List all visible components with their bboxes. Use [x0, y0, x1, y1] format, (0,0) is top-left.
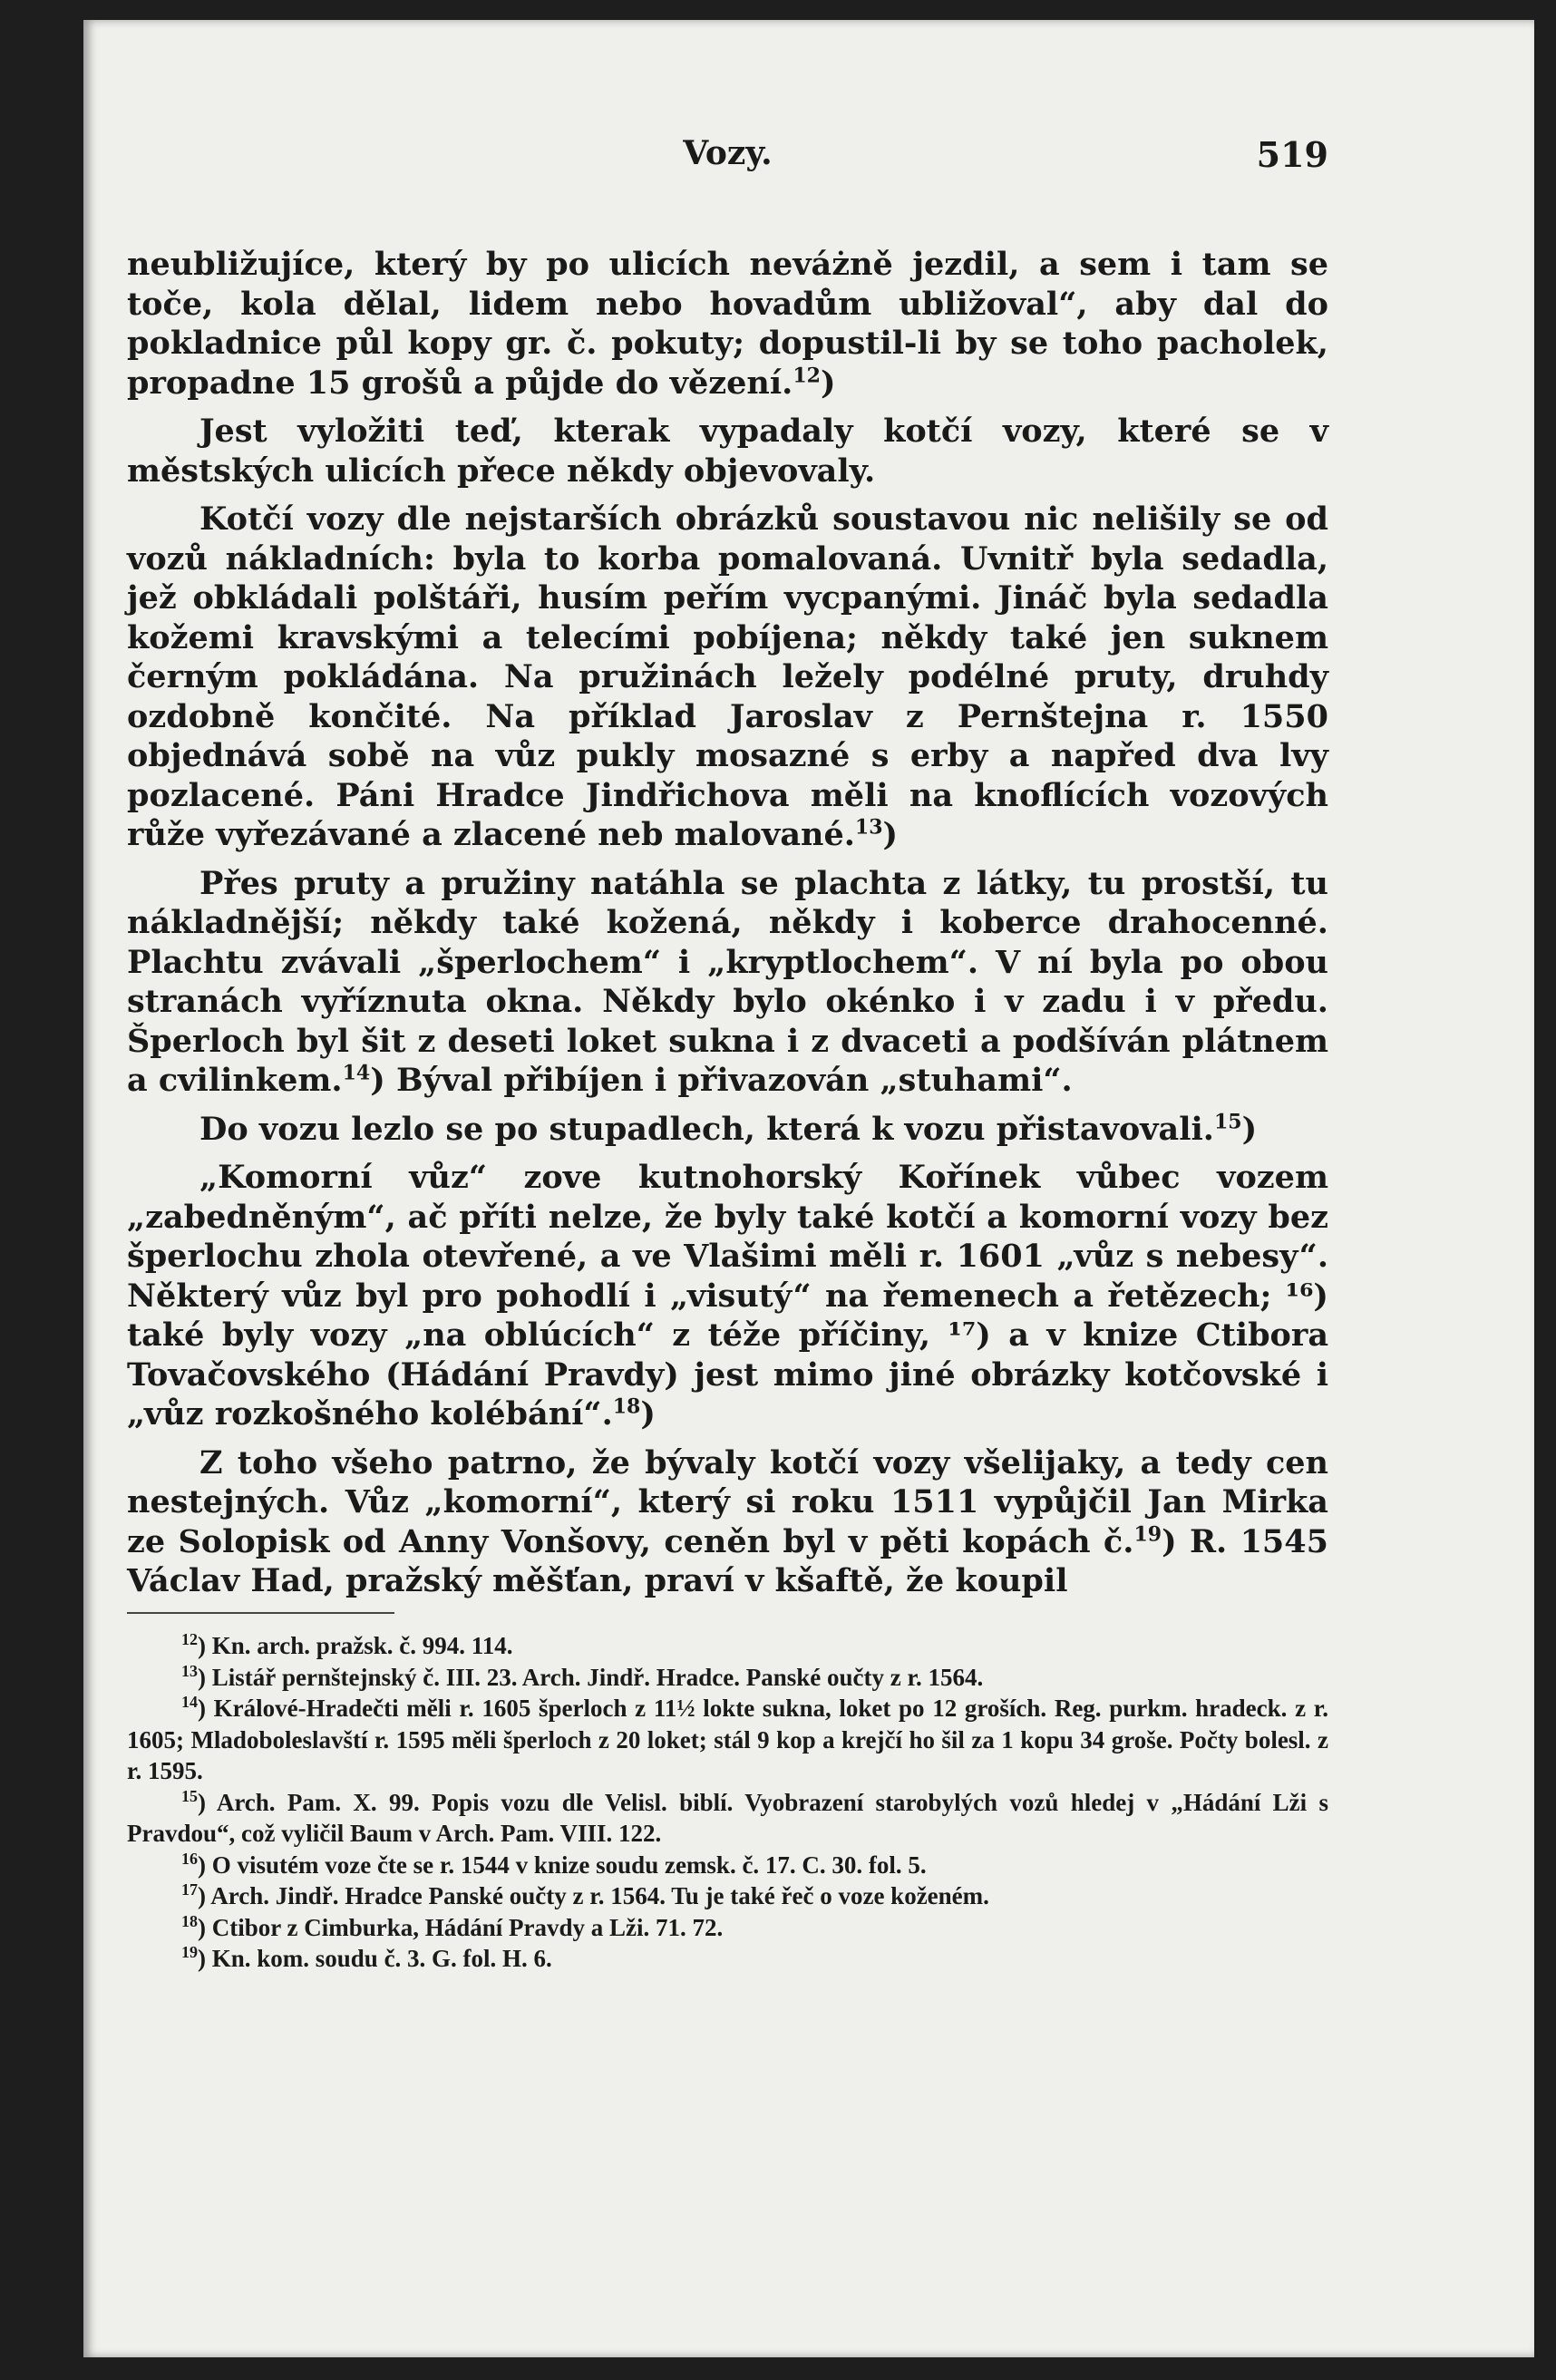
- footnote: $^{18}$) Ctibor z Cimburka, Hádání Pravdy a Lži. 71. 72.: [181, 1911, 724, 1941]
- footnote: $^{15}$) Arch. Pam. X. 99. Popis vozu dle Velisl. biblí. Vyobrazení starobylých vozů hledej v „Hádání Lži s Pravdou“, což vyličil Baum v Arch. Pam. VIII. 122.: [127, 1786, 1328, 1847]
- footnote-ref[interactable]: 15: [1213, 1109, 1242, 1133]
- footnote-number: 19: [181, 1943, 198, 1961]
- footnote: $^{14}$) Králové-Hradečti měli r. 1605 šperloch z 11½ lokte sukna, loket po 12 groších. Reg. purkm. hradeck. z r. 1605; Mladoboleslavští r. 1595 měli šperloch z 20 loket; stál 9 kop a krejčí ho šil za 1 kopu 34 groše. Počty bolesl. z r. 1595.: [127, 1693, 1328, 1784]
- paragraph: Z toho všeho patrno, že bývaly kotčí vozy všelijaky, a tedy cen nestejných. Vůz „komorní“, který si roku 1511 vypůjčil Jan Mirka ze Solopisk od Anny Vonšovy, ceněn byl v pěti kopách č.$^{19}$) R. 1545 Václav Had, pražský měšťan, praví v kšaftě, že koupil: [127, 1443, 1328, 1599]
- footnote-number: 14: [181, 1693, 198, 1711]
- footnote-number: 16: [181, 1849, 198, 1868]
- footnote-divider: [127, 1612, 394, 1614]
- footnotes: [127, 1630, 1328, 1975]
- footnote: $^{17}$) Arch. Jindř. Hradce Panské oučty z r. 1564. Tu je také řeč o voze koženém.: [181, 1880, 989, 1909]
- footnote: $^{19}$) Kn. kom. soudu č. 3. G. fol. H. 6.: [181, 1943, 552, 1972]
- page-header: [127, 134, 1328, 189]
- footnote-ref[interactable]: 13: [854, 815, 883, 840]
- paragraph: Kotčí vozy dle nejstarších obrázků soustavou nic nelišily se od vozů nákladních: byla to korba pomalovaná. Uvnitř byla sedadla, jež obkládali polštáři, husím peřím vycpanými. Jináč byla sedadla kožemi kravskými a telecími pobíjena; někdy také jen suknem černým pokládána. Na pružinách ležely podélné pruty, druhdy ozdobně končité. Na příklad Jaroslav z Pernštejna r. 1550 objednává sobě na vůz pukly mosazné s erby a napřed dva lvy pozlacené. Páni Hradce Jindřichova měli na knoflících vozových růže vyřezávané a zlacené neb malované.$^{13}$): [127, 500, 1328, 853]
- footnote-ref[interactable]: 12: [793, 363, 821, 387]
- footnote-number: 17: [181, 1880, 198, 1899]
- footnote: $^{13}$) Listář pernštejnský č. III. 23. Arch. Jindř. Hradce. Panské oučty z r. 1564.: [181, 1661, 984, 1691]
- footnote-number: 18: [181, 1911, 198, 1930]
- footnote-ref[interactable]: 14: [342, 1061, 371, 1085]
- main-text: [127, 245, 1328, 1610]
- paragraph: Přes pruty a pružiny natáhla se plachta z látky, tu prostší, tu nákladnější; někdy také kožená, někdy i koberce drahocenné. Plachtu zvávali „šperlochem“ i „kryptlochem“. V ní byla po obou stranách vyříznuta okna. Někdy bylo okénko i v zadu i v předu. Šperloch byl šit z deseti loket sukna i z dvaceti a podšíván plátnem a cvilinkem.$^{14}$) Býval přibíjen i přivazován „stuhami“.: [127, 864, 1328, 1099]
- paragraph: Jest vyložiti teď, kterak vypadaly kotčí vozy, které se v městských ulicích přece někdy objevovaly.: [127, 413, 1328, 490]
- footnote-ref[interactable]: 18: [612, 1394, 641, 1419]
- footnote-number: 12: [181, 1630, 198, 1648]
- footnote-number: 15: [181, 1786, 198, 1805]
- paragraph: Do vozu lezlo se po stupadlech, která k vozu přistavovali.$^{15}$): [199, 1109, 1258, 1148]
- footnote: $^{16}$) O visutém voze čte se r. 1544 v knize soudu zemsk. č. 17. C. 30. fol. 5.: [181, 1849, 927, 1879]
- footnote-number: 13: [181, 1661, 198, 1680]
- footnote: $^{12}$) Kn. arch. pražsk. č. 994. 114.: [181, 1630, 513, 1659]
- footnote-ref[interactable]: 19: [1133, 1521, 1162, 1546]
- page-number: 519: [1256, 134, 1328, 175]
- paragraph: neubližujíce, který by po ulicích neváżně jezdil, a sem i tam se toče, kola dělal, lidem nebo hovadům ubližoval“, aby dal do pokladnice půl kopy gr. č. pokuty; dopustil-li by se toho pacholek, propadne 15 grošů a půjde do vězení.$^{12}$): [127, 246, 1328, 402]
- running-title: Vozy.: [683, 134, 773, 172]
- paragraph: „Komorní vůz“ zove kutnohorský Kořínek vůbec vozem „zabedněným“, ač příti nelze, že byly také kotčí a komorní vozy bez šperlochu zhola otevřené, a ve Vlašimi měli r. 1601 „vůz s nebesy“. Některý vůz byl pro pohodlí i „visutý“ na řemenech a řetězech; ¹⁶) také byly vozy „na oblúcích“ z téže příčiny, ¹⁷) a v knize Ctibora Tovačovského (Hádání Pravdy) jest mimo jiné obrázky kotčovské i „vůz rozkošného kolébání“.$^{18}$): [127, 1159, 1328, 1433]
